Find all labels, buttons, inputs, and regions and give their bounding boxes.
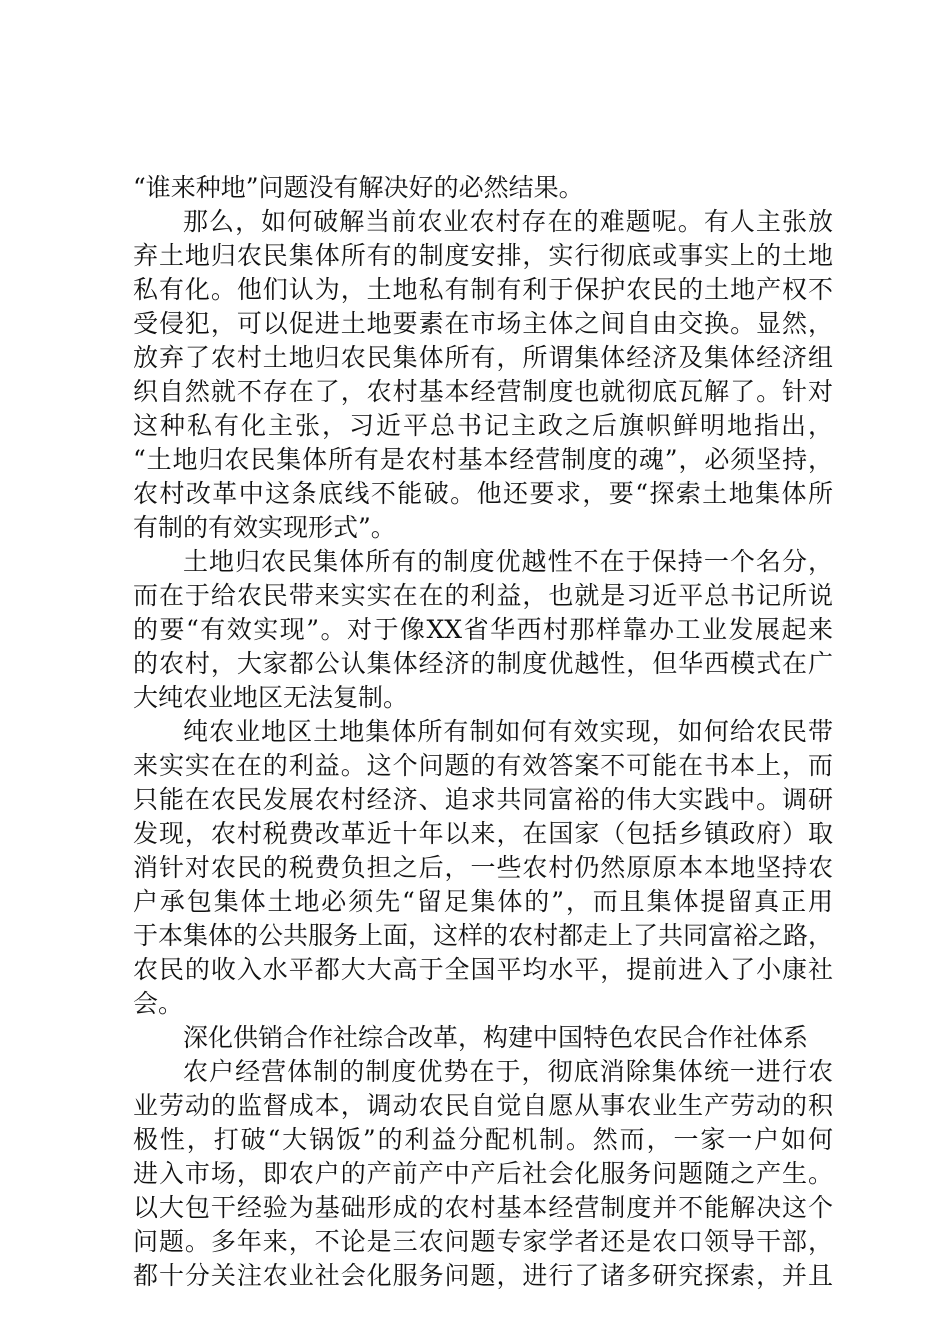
text-line: 都十分关注农业社会化服务问题，进行了诸多研究探索，并且 <box>133 1261 833 1290</box>
text-line: 农民的收入水平都大大高于全国平均水平，提前进入了小康社 <box>133 955 833 984</box>
text-line: 进入市场，即农户的产前产中产后社会化服务问题随之产生。 <box>133 1159 833 1188</box>
text-line: 农村改革中这条底线不能破。他还要求，要“探索土地集体所 <box>133 479 833 508</box>
text-line: 发现，农村税费改革近十年以来，在国家（包括乡镇政府）取 <box>133 819 833 848</box>
text-line: 问题。多年来，不论是三农问题专家学者还是农口领导干部， <box>133 1227 833 1256</box>
text-line: 弃土地归农民集体所有的制度安排，实行彻底或事实上的土地 <box>133 241 833 270</box>
text-line: 大纯农业地区无法复制。 <box>133 683 409 712</box>
paragraph-first-line: 纯农业地区土地集体所有制如何有效实现，如何给农民带 <box>183 717 833 746</box>
paragraph-first-line: 土地归农民集体所有的制度优越性不在于保持一个名分， <box>183 547 833 576</box>
text-line: 的农村，大家都公认集体经济的制度优越性，但华西模式在广 <box>133 649 833 678</box>
text-line: 以大包干经验为基础形成的农村基本经营制度并不能解决这个 <box>133 1193 833 1222</box>
text-line: 织自然就不存在了，农村基本经营制度也就彻底瓦解了。针对 <box>133 377 833 406</box>
text-line: 于本集体的公共服务上面，这样的农村都走上了共同富裕之路， <box>133 921 834 950</box>
paragraph-first-line: 农户经营体制的制度优势在于，彻底消除集体统一进行农 <box>183 1057 833 1086</box>
text-line: 有制的有效实现形式”。 <box>133 513 396 542</box>
text-line: 受侵犯，可以促进土地要素在市场主体之间自由交换。显然， <box>133 309 833 338</box>
text-line: 只能在农民发展农村经济、追求共同富裕的伟大实践中。调研 <box>133 785 833 814</box>
paragraph-first-line: 那么，如何破解当前农业农村存在的难题呢。有人主张放 <box>183 207 833 236</box>
text-line: 这种私有化主张，习近平总书记主政之后旗帜鲜明地指出， <box>133 411 833 440</box>
text-line: “土地归农民集体所有是农村基本经营制度的魂”，必须坚持， <box>133 445 833 474</box>
section-heading: 深化供销合作社综合改革，构建中国特色农民合作社体系 <box>183 1023 809 1052</box>
text-line: 业劳动的监督成本，调动农民自觉自愿从事农业生产劳动的积 <box>133 1091 833 1120</box>
text-line: 来实实在在的利益。这个问题的有效答案不可能在书本上，而 <box>133 751 833 780</box>
text-line: 消针对农民的税费负担之后，一些农村仍然原原本本地坚持农 <box>133 853 833 882</box>
text-line: 放弃了农村土地归农民集体所有，所谓集体经济及集体经济组 <box>133 343 833 372</box>
text-line: 户承包集体土地必须先“留足集体的”，而且集体提留真正用 <box>133 887 833 916</box>
text-line: 的要“有效实现”。对于像XX省华西村那样靠办工业发展起来 <box>133 615 833 644</box>
text-line: “谁来种地”问题没有解决好的必然结果。 <box>133 173 584 202</box>
text-line: 会。 <box>133 989 184 1018</box>
text-line: 极性，打破“大锅饭”的利益分配机制。然而，一家一户如何 <box>133 1125 833 1154</box>
text-line: 私有化。他们认为，土地私有制有利于保护农民的土地产权不 <box>133 275 833 304</box>
text-line: 而在于给农民带来实实在在的利益，也就是习近平总书记所说 <box>133 581 833 610</box>
